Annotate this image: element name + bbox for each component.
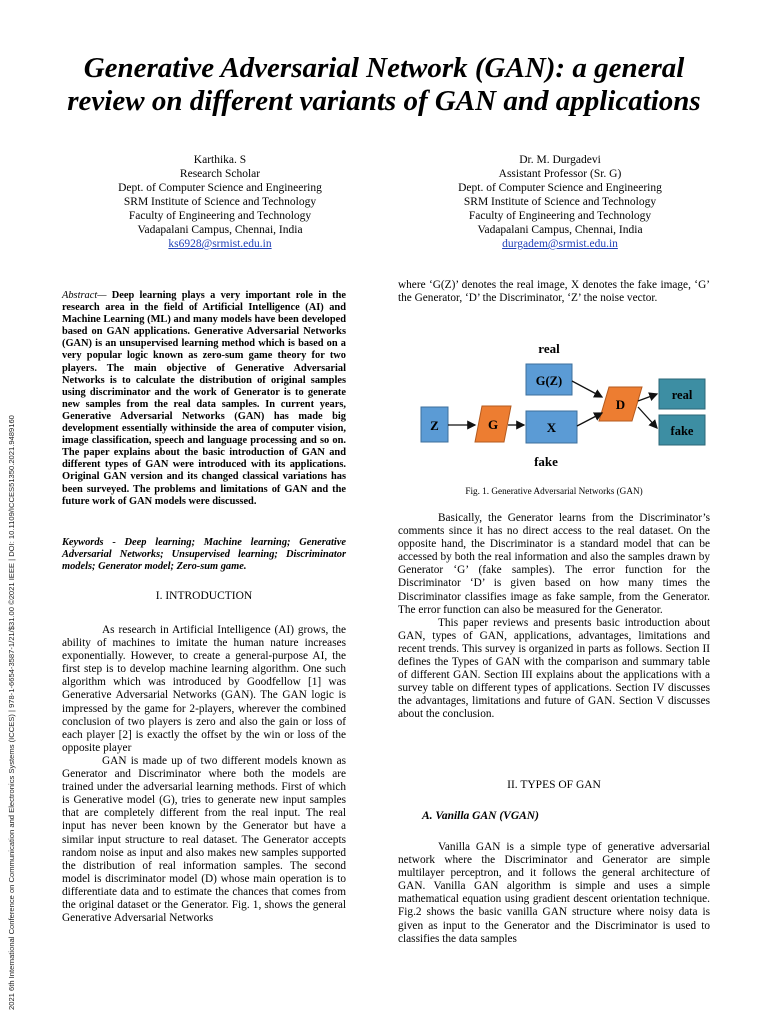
author-2-campus: Vadapalani Campus, Chennai, India	[477, 224, 643, 236]
arrow-x-to-d	[577, 413, 602, 426]
gan-diagram	[398, 335, 710, 475]
author-1-campus: Vadapalani Campus, Chennai, India	[137, 224, 303, 236]
abstract	[62, 290, 346, 508]
fake-label: fake	[534, 454, 558, 469]
abstract-text: Deep learning plays a very important role in the research area in the field of Artificial Intelligence (AI) and Machine Learning (ML) and many models have been developed based on GAN applications. Generative Adversarial Networks (GAN) is an unsupervised learning method which is based on a very popular logic known as zero-sum game theory for two players. The main objective of Generative Adversarial Networks is to calculate the distribution of original samples using discriminator and the work of Generator is to generate new samples from the real data samples. In current years, Generative Adversarial Networks (GAN) has made big development essentially withinside the area of computer vision, image classification, speech and language processing and so on. The paper explains about the basic introduction of GAN and different types of GAN were introduced with its applications. Original GAN version and its changed classical variations has been surveyed. The problems and limitations of GAN and the future work of GAN models were discussed.	[62, 290, 346, 507]
intro-column	[62, 624, 346, 925]
real-label: real	[538, 341, 560, 356]
author-2-institute: SRM Institute of Science and Technology	[463, 196, 657, 208]
author-2	[410, 153, 710, 251]
intro-paragraph-2: GAN is made up of two different models known as Generator and Discriminator where both the models are trained under the adversarial learning methods. First of which is Generative model (G), tries to generate new input samples that are completely different from the real input. The real input has never been known by the Generator but have a similar input structure to real dataset. The Generator accepts random noise as input and also makes new samples supported the distribution of real information samples. The second model is discriminator model (D) whose main operation is to differentiate data and to estimate the chances that comes from the original dataset or the Generator. Fig. 1, shows the general Generative Adversarial Networks	[62, 754, 346, 925]
author-2-faculty: Faculty of Engineering and Technology	[468, 210, 652, 222]
author-1-role: Research Scholar	[179, 168, 261, 180]
gan-figure	[398, 335, 710, 475]
figure-explanation: where ‘G(Z)’ denotes the real image, X denotes the fake image, ‘G’ the Generator, ‘D’ the Discriminator, ‘Z’ the noise vector.	[398, 279, 710, 305]
right-paragraph-1: Basically, the Generator learns from the Discriminator’s comments since it has no direct access to the real dataset. On the opposite hand, the Discriminator is a standard model that can be accessed by both the real information and also the samples drawn by Generator ‘G’ (fake samples). The error function for the Discriminator ‘D’ is given based on how many times the Discriminator classifies image as fake sample, from the Generator. The error function can also be measured for the Generator.	[398, 512, 710, 616]
arrow-gz-to-d	[572, 381, 602, 397]
author-1-email-link[interactable]: ks6928@srmist.edu.in	[168, 238, 272, 250]
output-fake-label: fake	[670, 424, 694, 438]
vanilla-gan-paragraph: Vanilla GAN is a simple type of generative adversarial network where the Discriminator and Generator are simple multilayer perceptron, and it follows the general architecture of GAN. Vanilla GAN algorithm is simple and uses a simple mathematical equation using gradient descent orientation technique. Fig.2 shows the basic vanilla GAN structure where noisy data is given as input to the Generator and the Discriminator is used to classifies the data samples	[398, 841, 710, 945]
real-sample-label: G(Z)	[535, 374, 563, 388]
author-2-email-link[interactable]: durgadem@srmist.edu.in	[502, 238, 618, 250]
author-1	[70, 153, 370, 251]
author-1-dept: Dept. of Computer Science and Engineering	[118, 182, 322, 194]
vanilla-gan-subheading: A. Vanilla GAN (VGAN)	[422, 810, 539, 822]
author-2-role: Assistant Professor (Sr. G)	[498, 168, 622, 180]
right-column-bottom	[398, 841, 710, 946]
generator-label: G	[487, 417, 499, 432]
right-paragraph-2: This paper reviews and presents basic introduction about GAN, types of GAN, applications, advantages, limitations and recent trends. This survey is organized in parts as follows. Section II defines the Types of GAN with the comparison and summary table of different GAN. Section III explains about the applications with a survey table on different types of applications. Section IV discusses the advantages, limitations and future of GAN. Section V discusses about the conclusion.	[398, 616, 710, 721]
abstract-lead: Abstract—	[62, 290, 107, 301]
keywords: Keywords - Deep learning; Machine learning; Generative Adversarial Networks; Unsupervised learning; Discriminator models; Generator model; Zero-sum game.	[62, 537, 346, 572]
paper-title: Generative Adversarial Network (GAN): a general review on different variants of GAN and applications	[67, 52, 701, 117]
output-real-label: real	[671, 388, 693, 402]
doi-sidebar-text: 2021 6th International Conference on Communication and Electronics Systems (ICCES) | 978-1-6654-3587-1/21/$31.00 ©2021 IEEE | DOI: 10.1109/ICCES51350.2021.9489160	[7, 415, 16, 1010]
author-1-name: Karthika. S	[193, 154, 247, 166]
author-2-name: Dr. M. Durgadevi	[519, 154, 601, 166]
author-1-institute: SRM Institute of Science and Technology	[123, 196, 317, 208]
intro-paragraph-1: As research in Artificial Intelligence (AI) grows, the ability of machines to imitate the human nature increases exponentially. However, to create a general-purpose AI, the first step is to develop machine learning algorithm. One such algorithm which was introduced by Goodfellow [1] was Generative Adversarial Networks (GAN). The GAN logic is impressed by the game for 2-players, wherever the combined conclusion of two players is zero and also the gain or loss of each player [2] is exactly the offset by the win or loss of the opposite player	[62, 624, 346, 754]
fake-sample-label: X	[546, 420, 557, 435]
right-column-body	[398, 512, 710, 722]
section-2-heading: II. TYPES OF GAN	[507, 779, 601, 791]
author-1-faculty: Faculty of Engineering and Technology	[128, 210, 312, 222]
author-2-dept: Dept. of Computer Science and Engineering	[458, 182, 662, 194]
right-column-top	[398, 279, 710, 305]
discriminator-label: D	[615, 397, 626, 412]
noise-z-label: Z	[430, 418, 439, 433]
section-1-heading: I. INTRODUCTION	[155, 590, 253, 602]
arrow-d-to-real	[638, 394, 657, 401]
arrow-d-to-fake	[638, 407, 657, 428]
figure-caption: Fig. 1. Generative Adversarial Networks (GAN)	[465, 486, 643, 496]
